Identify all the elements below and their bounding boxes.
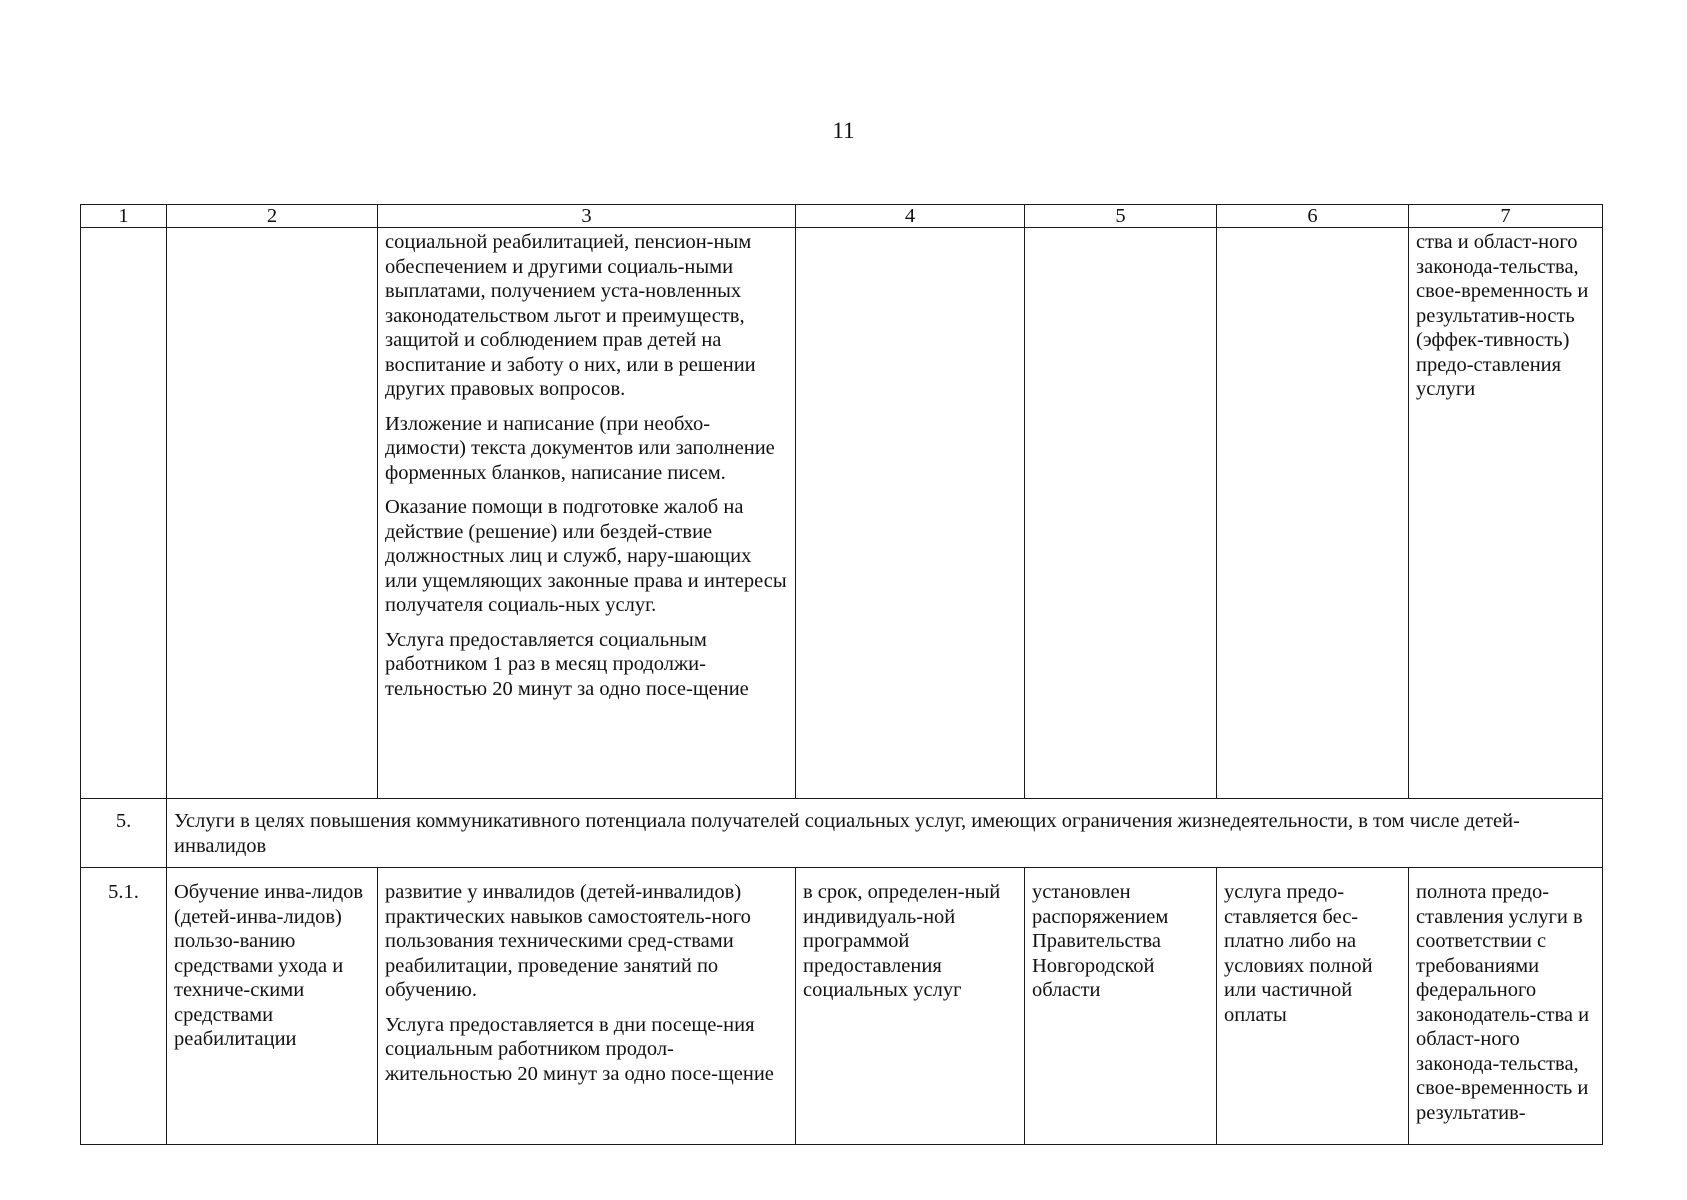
continuation-term-cell (796, 228, 1025, 799)
description-paragraph: Изложение и написание (при необхо-димости) текста документов или заполнение форменных бланков, написание писем. (385, 412, 775, 484)
description-paragraph: Услуга предоставляется социальным работником 1 раз в месяц продолжи-тельностью 20 минут за одно посе-щение (385, 628, 749, 700)
section-title: Услуги в целях повышения коммуникативного потенциала получателей социальных услуг, имеющих ограничения жизнедеятельности, в том числе детей-инвалидов (167, 799, 1603, 868)
column-header: 3 (378, 205, 796, 228)
service-name: Обучение инва-лидов (детей-инва-лидов) пользо-ванию средствами ухода и техниче-скими средствами реабилитации (167, 868, 378, 1145)
service-payment: услуга предо-ставляется бес-платно либо на условиях полной или частичной оплаты (1217, 868, 1409, 1145)
continuation-norm-cell (1025, 228, 1217, 799)
service-row (81, 868, 1603, 1145)
column-header: 6 (1217, 205, 1409, 228)
description-paragraph: Услуга предоставляется в дни посеще-ния социальным работником продол-жительностью 20 минут за одно посе-щение (385, 1013, 774, 1085)
description-paragraph: развитие у инвалидов (детей-инвалидов) практических навыков самостоятель-ного пользования техническими сред-ствами реабилитации, проведение занятий по обучению. (385, 881, 751, 1001)
continuation-number-cell (81, 228, 167, 799)
service-norm: установлен распоряжением Правительства Новгородской области (1025, 868, 1217, 1145)
service-description-cell (378, 868, 796, 1145)
section-number: 5. (81, 799, 167, 868)
column-number-row (81, 205, 1603, 228)
continuation-row (81, 228, 1603, 799)
description-paragraph: Оказание помощи в подготовке жалоб на действие (решение) или бездей-ствие должностных лиц и служб, нару-шающих или ущемляющих законные права и интересы получателя социаль-ных услуг. (385, 496, 787, 616)
column-header: 7 (1409, 205, 1603, 228)
column-header: 5 (1025, 205, 1217, 228)
column-header: 2 (167, 205, 378, 228)
continuation-name-cell (167, 228, 378, 799)
service-number: 5.1. (81, 868, 167, 1145)
section-row (81, 799, 1603, 868)
continuation-quality-cell: ства и област-ного законода-тельства, свое-временность и результатив-ность (эффек-тивность) предо-ставления услуги (1409, 228, 1603, 799)
column-header: 4 (796, 205, 1025, 228)
continuation-payment-cell (1217, 228, 1409, 799)
description-paragraph: социальной реабилитацией, пенсион-ным обеспечением и другими социаль-ными выплатами, получением уста-новленных законодательством льгот и преимуществ, защитой и соблюдением прав детей на воспитание и заботу о них, или в решении других правовых вопросов. (385, 231, 756, 400)
services-table (80, 204, 1603, 1145)
service-quality: полнота предо-ставления услуги в соответствии с требованиями федерального законодатель-ства и област-ного законода-тельства, свое-временность и результатив- (1409, 868, 1603, 1145)
column-header: 1 (81, 205, 167, 228)
page-number: 11 (832, 118, 855, 143)
service-term: в срок, определен-ный индивидуаль-ной программой предоставления социальных услуг (796, 868, 1025, 1145)
continuation-description-cell (378, 228, 796, 799)
